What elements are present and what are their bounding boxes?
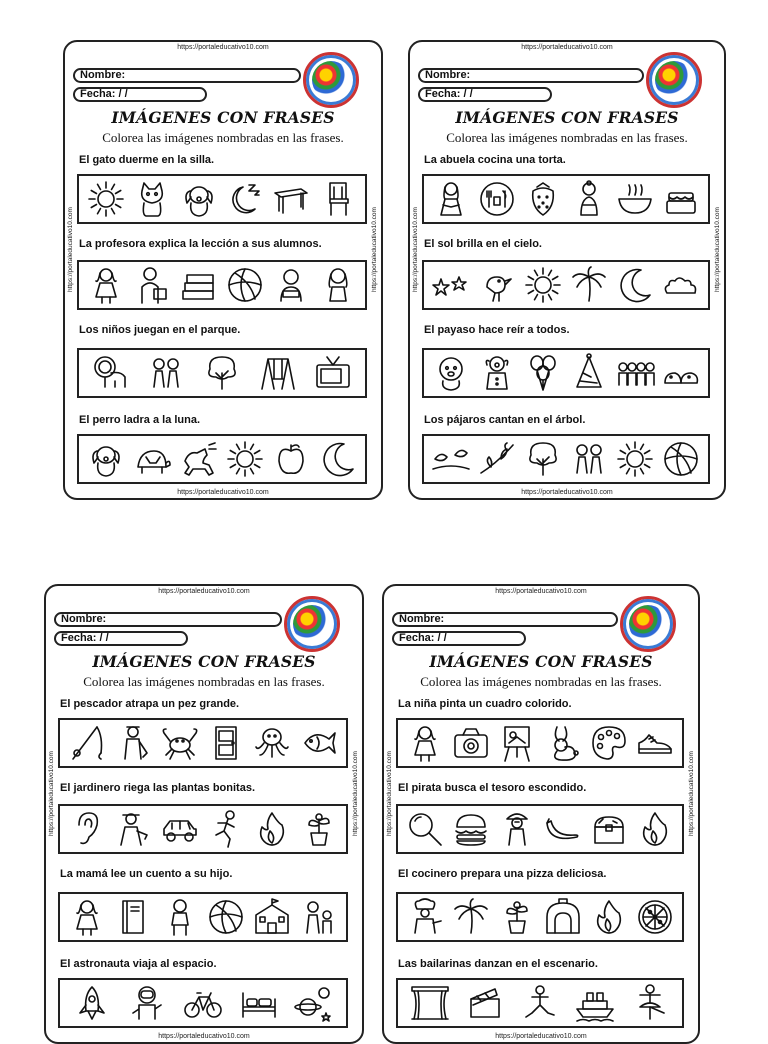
palette-icon[interactable] xyxy=(589,723,629,763)
sun-icon[interactable] xyxy=(615,439,655,479)
clouds-icon[interactable] xyxy=(661,265,701,305)
stage-icon[interactable] xyxy=(410,983,450,1023)
chef-icon[interactable] xyxy=(405,897,445,937)
worksheet-title: IMÁGENES CON FRASES xyxy=(92,652,316,671)
date-field[interactable]: Fecha: / / xyxy=(54,631,188,646)
fish-icon[interactable] xyxy=(299,723,339,763)
cat-icon[interactable] xyxy=(132,179,172,219)
image-strip xyxy=(77,434,367,484)
swing-icon[interactable] xyxy=(258,353,298,393)
side-url-right: https://portaleducativo10.com xyxy=(371,207,378,292)
clown-shoes-icon[interactable] xyxy=(661,353,701,393)
girl-student-icon[interactable] xyxy=(318,265,358,305)
rocket-icon[interactable] xyxy=(72,983,112,1023)
side-url-left: https://portaleducativo10.com xyxy=(67,207,74,292)
name-field[interactable]: Nombre: xyxy=(418,68,644,83)
worksheet-card xyxy=(408,40,726,500)
party-hat-icon[interactable] xyxy=(569,353,609,393)
fire-icon[interactable] xyxy=(252,809,292,849)
date-field[interactable]: Fecha: / / xyxy=(73,87,207,102)
side-url-right: https://portaleducativo10.com xyxy=(352,751,359,836)
dancer-icon[interactable] xyxy=(520,983,560,1023)
logo xyxy=(303,52,359,108)
teacher-icon[interactable] xyxy=(132,265,172,305)
pirate-icon[interactable] xyxy=(497,809,537,849)
moon-icon[interactable] xyxy=(615,265,655,305)
tree-icon[interactable] xyxy=(202,353,242,393)
image-strip xyxy=(58,718,348,768)
chair-icon[interactable] xyxy=(318,179,358,219)
ship-icon[interactable] xyxy=(575,983,615,1023)
worksheet-card xyxy=(44,584,364,1044)
sneakers-icon[interactable] xyxy=(635,723,675,763)
url-header: https://portaleducativo10.com xyxy=(177,44,269,51)
image-strip xyxy=(396,892,684,942)
birds-icon[interactable] xyxy=(431,439,471,479)
instruction-text: Colorea las imágenes nombradas en las frases. xyxy=(446,130,688,145)
side-url-left: https://portaleducativo10.com xyxy=(412,207,419,292)
image-strip xyxy=(396,978,684,1028)
astronaut-icon[interactable] xyxy=(127,983,167,1023)
sentence-text: El sol brilla en el cielo. xyxy=(424,238,542,250)
moon-sleep-icon[interactable] xyxy=(225,179,265,219)
fisherman-icon[interactable] xyxy=(113,723,153,763)
logo xyxy=(646,52,702,108)
url-footer: https://portaleducativo10.com xyxy=(158,1033,250,1040)
banana-icon[interactable] xyxy=(543,809,583,849)
sentence-text: El pescador atrapa un pez grande. xyxy=(60,698,240,710)
url-footer: https://portaleducativo10.com xyxy=(177,489,269,496)
book-icon[interactable] xyxy=(113,897,153,937)
branch-icon[interactable] xyxy=(477,439,517,479)
cake-icon[interactable] xyxy=(661,179,701,219)
bird-icon[interactable] xyxy=(477,265,517,305)
plant-icon[interactable] xyxy=(497,897,537,937)
sentence-text: El pirata busca el tesoro escondido. xyxy=(398,782,587,794)
dog-icon[interactable] xyxy=(179,179,219,219)
image-strip xyxy=(422,348,710,398)
image-strip xyxy=(422,434,710,484)
tv-icon[interactable] xyxy=(313,353,353,393)
mother-icon[interactable] xyxy=(299,897,339,937)
sentence-text: El gato duerme en la silla. xyxy=(79,154,215,166)
worksheet-title: IMÁGENES CON FRASES xyxy=(429,652,653,671)
girl-icon[interactable] xyxy=(405,723,445,763)
boy-icon[interactable] xyxy=(160,897,200,937)
baby-icon[interactable] xyxy=(431,353,471,393)
sentence-text: La niña pinta un cuadro colorido. xyxy=(398,698,572,710)
barking-dog-icon[interactable] xyxy=(179,439,219,479)
treasure-icon[interactable] xyxy=(589,809,629,849)
strawberry-icon[interactable] xyxy=(523,179,563,219)
sentence-text: Los niños juegan en el parque. xyxy=(79,324,241,336)
camera-icon[interactable] xyxy=(451,723,491,763)
instruction-text: Colorea las imágenes nombradas en las frases. xyxy=(83,674,325,689)
date-field[interactable]: Fecha: / / xyxy=(418,87,552,102)
octopus-icon[interactable] xyxy=(252,723,292,763)
oven-icon[interactable] xyxy=(543,897,583,937)
ear-icon[interactable] xyxy=(67,809,107,849)
image-strip xyxy=(396,718,684,768)
sentence-text: Los pájaros cantan en el árbol. xyxy=(424,414,586,426)
ball-icon[interactable] xyxy=(661,439,701,479)
name-field[interactable]: Nombre: xyxy=(54,612,282,627)
image-strip xyxy=(77,348,367,398)
sentence-text: El perro ladra a la luna. xyxy=(79,414,201,426)
sentence-text: El astronauta viaja al espacio. xyxy=(60,958,217,970)
car-icon[interactable] xyxy=(160,809,200,849)
palm-icon[interactable] xyxy=(569,265,609,305)
table-icon[interactable] xyxy=(271,179,311,219)
bed-icon[interactable] xyxy=(239,983,279,1023)
lion-icon[interactable] xyxy=(91,353,131,393)
worksheet-title: IMÁGENES CON FRASES xyxy=(455,108,679,127)
fire-icon[interactable] xyxy=(635,809,675,849)
tree-icon[interactable] xyxy=(523,439,563,479)
pizza-icon[interactable] xyxy=(635,897,675,937)
planets-icon[interactable] xyxy=(294,983,334,1023)
logo xyxy=(284,596,340,652)
balloons-icon[interactable] xyxy=(523,353,563,393)
runner-icon[interactable] xyxy=(206,809,246,849)
clapper-icon[interactable] xyxy=(465,983,505,1023)
worksheet-card xyxy=(63,40,383,500)
ball-icon[interactable] xyxy=(206,897,246,937)
name-field[interactable]: Nombre: xyxy=(73,68,301,83)
instruction-text: Colorea las imágenes nombradas en las frases. xyxy=(102,130,344,145)
ball-icon[interactable] xyxy=(225,265,265,305)
bicycle-icon[interactable] xyxy=(183,983,223,1023)
children-icon[interactable] xyxy=(615,353,655,393)
gardener-icon[interactable] xyxy=(113,809,153,849)
image-strip xyxy=(422,174,710,224)
fire-icon[interactable] xyxy=(589,897,629,937)
student-icon[interactable] xyxy=(271,265,311,305)
fishing-rod-icon[interactable] xyxy=(67,723,107,763)
image-strip xyxy=(422,260,710,310)
sentence-text: El cocinero prepara una pizza deliciosa. xyxy=(398,868,607,880)
worksheet-title: IMÁGENES CON FRASES xyxy=(111,108,335,127)
bowl-icon[interactable] xyxy=(615,179,655,219)
image-strip xyxy=(58,978,348,1028)
image-strip xyxy=(77,260,367,310)
books-icon[interactable] xyxy=(179,265,219,305)
url-footer: https://portaleducativo10.com xyxy=(521,489,613,496)
apple-icon[interactable] xyxy=(271,439,311,479)
dog-icon[interactable] xyxy=(86,439,126,479)
sentence-text: La profesora explica la lección a sus alumnos. xyxy=(79,238,322,250)
rabbit-icon[interactable] xyxy=(543,723,583,763)
school-icon[interactable] xyxy=(252,897,292,937)
door-icon[interactable] xyxy=(206,723,246,763)
side-url-right: https://portaleducativo10.com xyxy=(714,207,721,292)
sentence-text: El payaso hace reír a todos. xyxy=(424,324,570,336)
kids-icon[interactable] xyxy=(569,439,609,479)
url-footer: https://portaleducativo10.com xyxy=(495,1033,587,1040)
sun-icon[interactable] xyxy=(225,439,265,479)
image-strip xyxy=(77,174,367,224)
girl-icon[interactable] xyxy=(86,265,126,305)
image-strip xyxy=(58,892,348,942)
sentence-text: La mamá lee un cuento a su hijo. xyxy=(60,868,233,880)
palm-icon[interactable] xyxy=(451,897,491,937)
sentence-text: Las bailarinas danzan en el escenario. xyxy=(398,958,598,970)
kitchen-icon[interactable] xyxy=(477,179,517,219)
url-header: https://portaleducativo10.com xyxy=(495,588,587,595)
crab-icon[interactable] xyxy=(160,723,200,763)
worksheet-card xyxy=(382,584,700,1044)
sentence-text: La abuela cocina una torta. xyxy=(424,154,566,166)
kids-icon[interactable] xyxy=(146,353,186,393)
stars-icon[interactable] xyxy=(431,265,471,305)
sentence-text: El jardinero riega las plantas bonitas. xyxy=(60,782,256,794)
sun-icon[interactable] xyxy=(523,265,563,305)
burger-icon[interactable] xyxy=(451,809,491,849)
turtle-icon[interactable] xyxy=(132,439,172,479)
side-url-left: https://portaleducativo10.com xyxy=(386,751,393,836)
plant-icon[interactable] xyxy=(299,809,339,849)
moon-icon[interactable] xyxy=(318,439,358,479)
sun-icon[interactable] xyxy=(86,179,126,219)
name-field[interactable]: Nombre: xyxy=(392,612,618,627)
side-url-right: https://portaleducativo10.com xyxy=(688,751,695,836)
magnifier-icon[interactable] xyxy=(405,809,445,849)
url-header: https://portaleducativo10.com xyxy=(521,44,613,51)
image-strip xyxy=(396,804,684,854)
clown-icon[interactable] xyxy=(477,353,517,393)
url-header: https://portaleducativo10.com xyxy=(158,588,250,595)
image-strip xyxy=(58,804,348,854)
side-url-left: https://portaleducativo10.com xyxy=(48,751,55,836)
girl-icon[interactable] xyxy=(67,897,107,937)
logo xyxy=(620,596,676,652)
instruction-text: Colorea las imágenes nombradas en las frases. xyxy=(420,674,662,689)
easel-icon[interactable] xyxy=(497,723,537,763)
ballerina-icon[interactable] xyxy=(630,983,670,1023)
date-field[interactable]: Fecha: / / xyxy=(392,631,526,646)
grandma-icon[interactable] xyxy=(569,179,609,219)
girl-reading-icon[interactable] xyxy=(431,179,471,219)
